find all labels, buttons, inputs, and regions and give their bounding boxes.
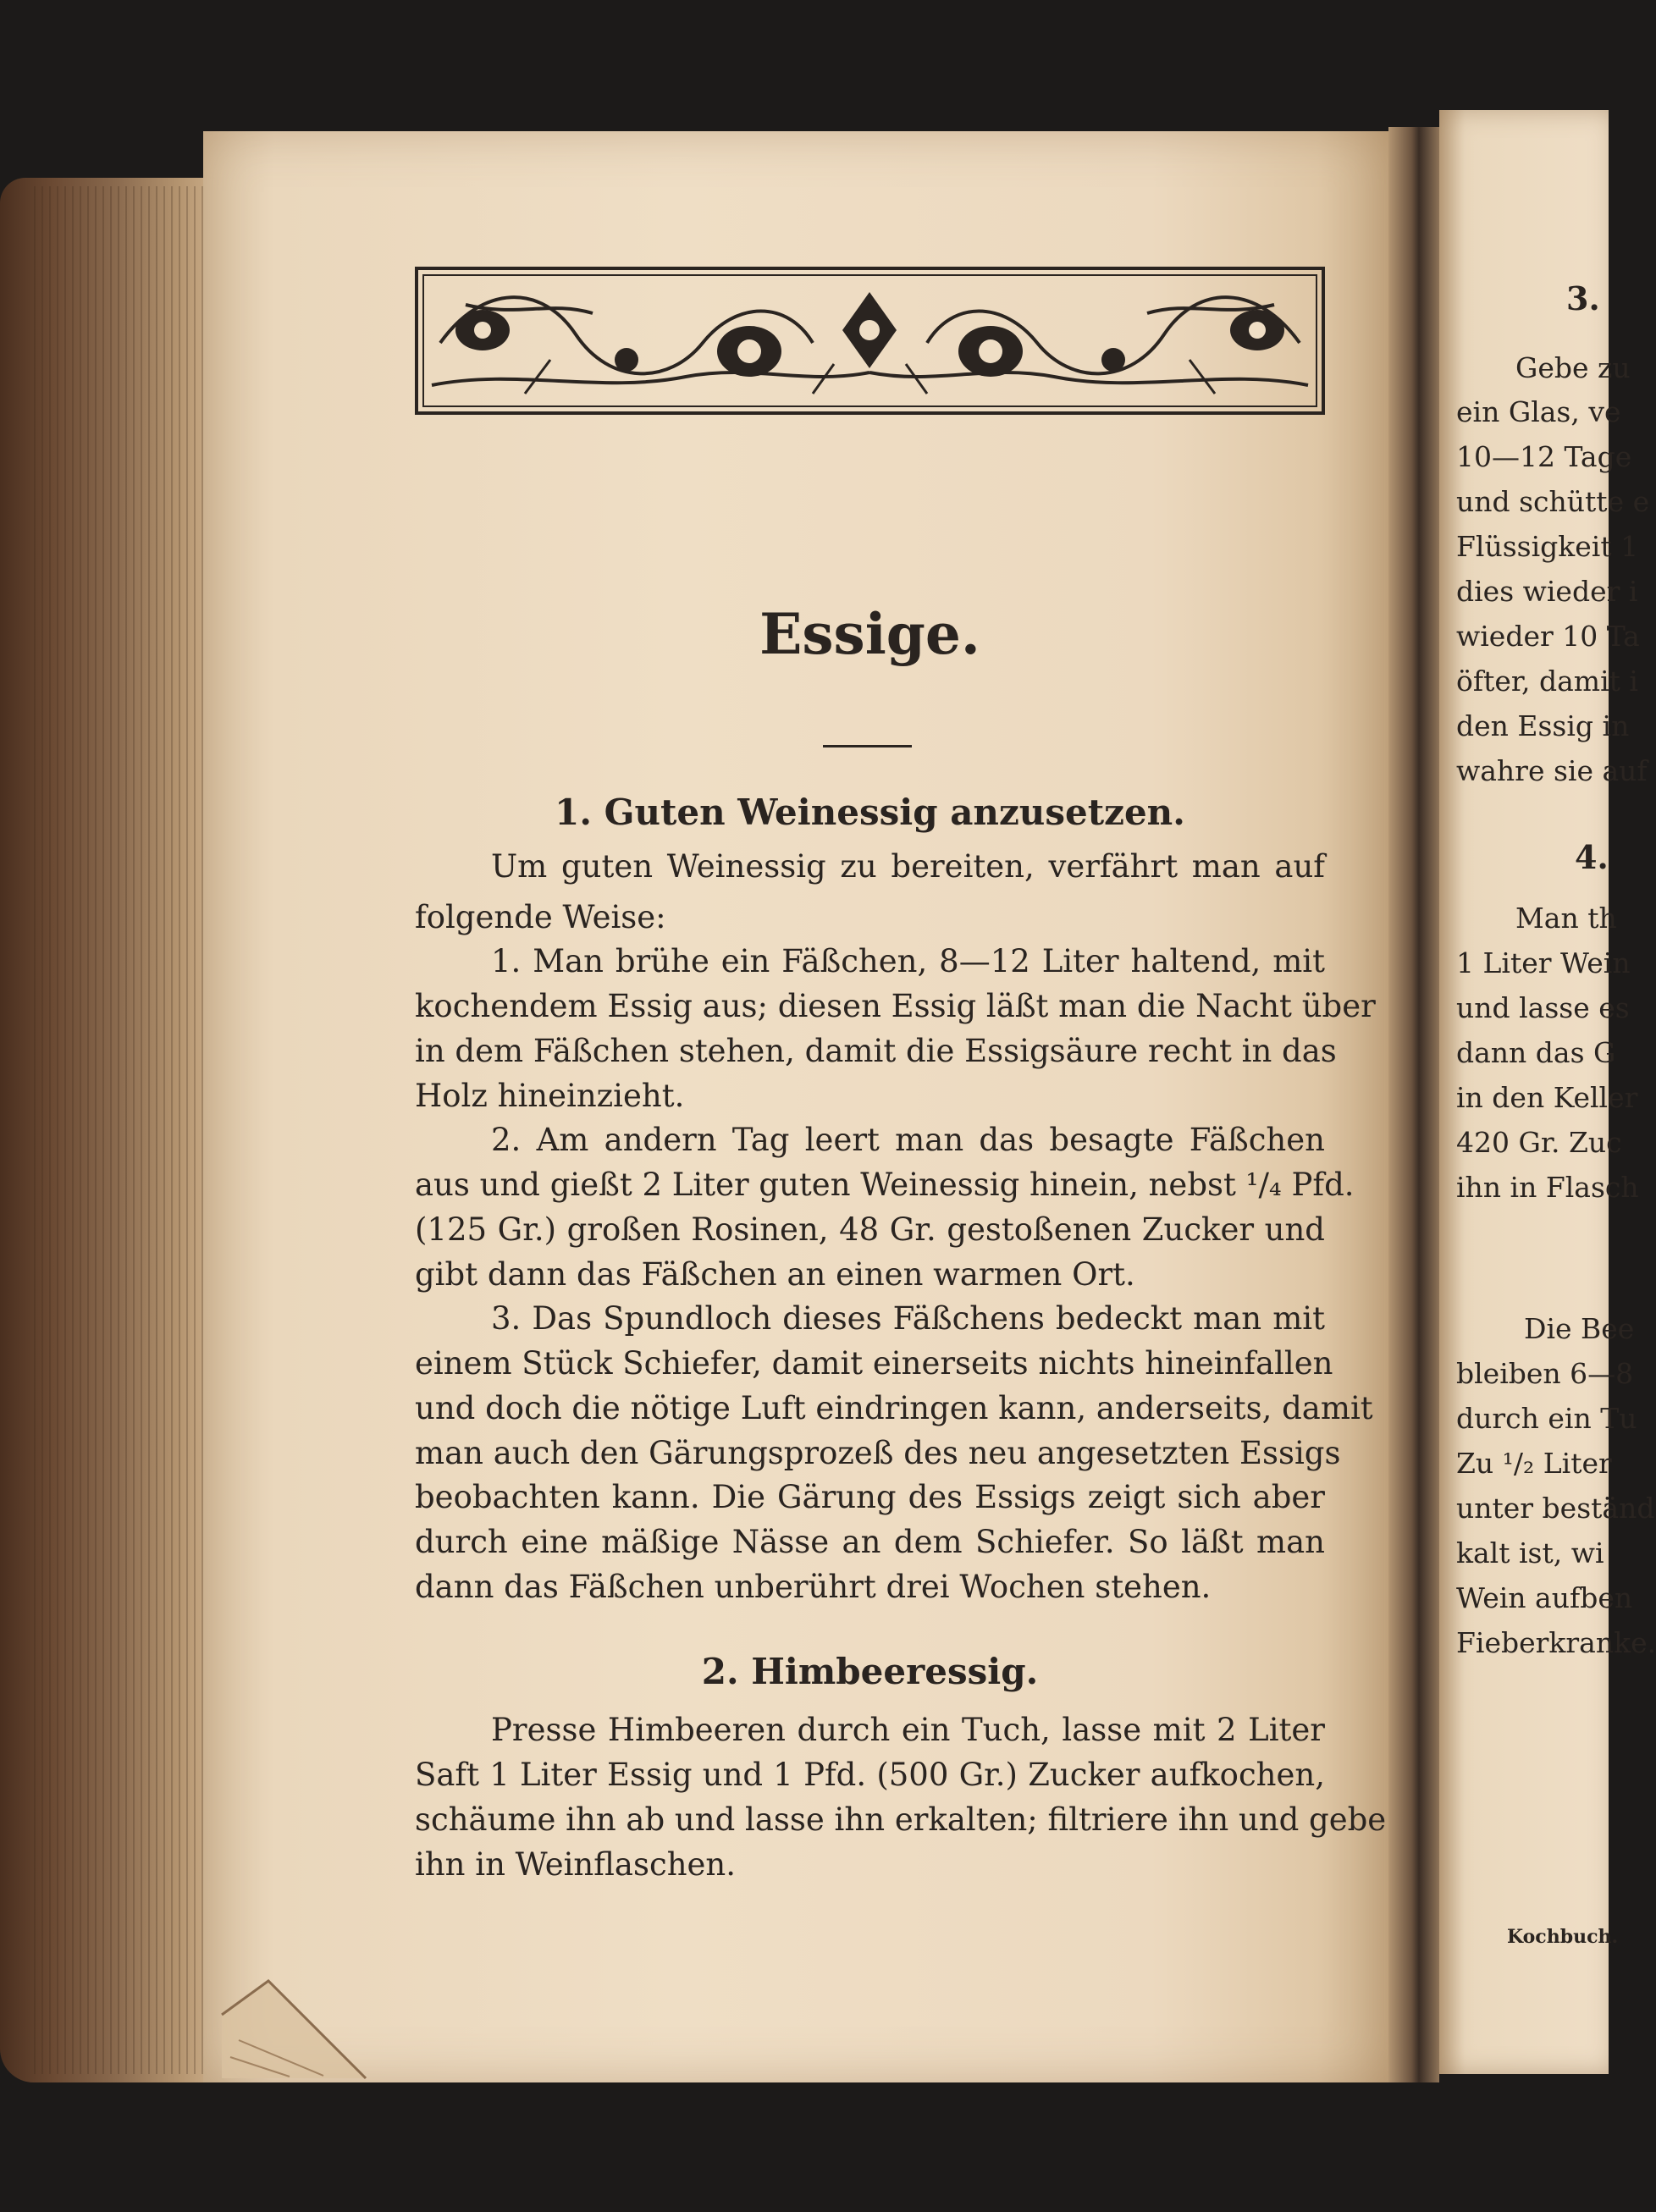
right-line: dann das G [1456, 1036, 1616, 1069]
right-line: Man th [1515, 902, 1617, 935]
body-line: beobachten kann. Die Gärung des Essigs zeigt sich aber [415, 1479, 1325, 1515]
right-line: bleiben 6—8 [1456, 1357, 1634, 1390]
right-line: durch ein Tu [1456, 1402, 1637, 1435]
decorative-header-ornament [415, 267, 1325, 415]
body-line: 3. Das Spundloch dieses Fäßchens bedeckt man mit [491, 1300, 1325, 1337]
body-line: 2. Am andern Tag leert man das besagte Fäßchen [491, 1122, 1325, 1158]
body-line: dann das Fäßchen unberührt drei Wochen stehen. [415, 1569, 1212, 1605]
right-line: und schütte e [1456, 485, 1650, 518]
right-line: 420 Gr. Zuc [1456, 1126, 1622, 1159]
body-line: man auch den Gärungsprozeß des neu angesetzten Essigs [415, 1435, 1341, 1471]
book-gutter [1388, 127, 1439, 2082]
right-line: ein Glas, ve [1456, 395, 1621, 428]
right-line: Wein aufben [1456, 1581, 1633, 1614]
body-line: Holz hineinzieht. [415, 1078, 685, 1114]
right-line: 1 Liter Wein [1456, 946, 1631, 979]
body-line: folgende Weise: [415, 899, 666, 935]
body-line: Um guten Weinessig zu bereiten, verfährt man auf [491, 848, 1325, 885]
right-line: Die Bee [1524, 1312, 1635, 1345]
body-line: aus und gießt 2 Liter guten Weinessig hinein, nebst ¹/₄ Pfd. [415, 1167, 1355, 1203]
right-line: unter beständ [1456, 1492, 1655, 1525]
page-signature: Kochbuch. [1507, 1926, 1619, 1948]
right-line: Flüssigkeit 1 [1456, 530, 1639, 563]
body-line: ihn in Weinflaschen. [415, 1846, 737, 1883]
body-line: (125 Gr.) großen Rosinen, 48 Gr. gestoßenen Zucker und [415, 1211, 1325, 1248]
body-line: Presse Himbeeren durch ein Tuch, lasse mit 2 Liter [491, 1712, 1325, 1748]
section-1-body [415, 848, 1376, 1714]
folded-corner [222, 1981, 366, 2078]
section-3-number: 3. [1566, 279, 1600, 317]
body-line: und doch die nötige Luft eindringen kann, anderseits, damit [415, 1390, 1373, 1426]
body-line: in dem Fäßchen stehen, damit die Essigsäure recht in das [415, 1033, 1337, 1069]
body-line: 1. Man brühe ein Fäßchen, 8—12 Liter haltend, mit [491, 943, 1325, 979]
body-line: gibt dann das Fäßchen an einen warmen Ort. [415, 1256, 1135, 1293]
body-line: durch eine mäßige Nässe an dem Schiefer. So läßt man [415, 1524, 1325, 1560]
page-edge-lines [34, 186, 212, 2074]
right-line: ihn in Flasch [1456, 1171, 1639, 1204]
right-page-text [1456, 279, 1656, 1702]
right-line: kalt ist, wi [1456, 1536, 1604, 1569]
right-line: öfter, damit i [1456, 665, 1638, 698]
section-1-heading: 1. Guten Weinessig anzusetzen. [555, 792, 1185, 833]
right-line: Fieberkranke. [1456, 1626, 1656, 1659]
right-line: 10—12 Tage [1456, 440, 1632, 473]
body-line: einem Stück Schiefer, damit einerseits nichts hineinfallen [415, 1345, 1333, 1382]
right-line: Zu ¹/₂ Liter [1456, 1447, 1612, 1480]
section-2-body [415, 1712, 1387, 1909]
body-line: Saft 1 Liter Essig und 1 Pfd. (500 Gr.) Zucker aufkochen, [415, 1757, 1325, 1793]
title-rule [823, 745, 912, 747]
chapter-title: Essige. [759, 601, 980, 667]
right-line: in den Keller [1456, 1081, 1638, 1114]
right-line: den Essig in [1456, 709, 1630, 742]
right-line: Gebe zu [1515, 351, 1631, 384]
body-line: schäume ihn ab und lasse ihn erkalten; filtriere ihn und gebe [415, 1801, 1387, 1838]
right-line: und lasse es [1456, 991, 1630, 1024]
section-2-heading: 2. Himbeeressig. [701, 1651, 1039, 1692]
right-line: wahre sie auf [1456, 754, 1648, 787]
right-line: wieder 10 Ta [1456, 620, 1640, 653]
right-line: dies wieder i [1456, 575, 1638, 608]
section-4-number: 4. [1575, 838, 1609, 876]
body-line: kochendem Essig aus; diesen Essig läßt man die Nacht über [415, 988, 1376, 1024]
